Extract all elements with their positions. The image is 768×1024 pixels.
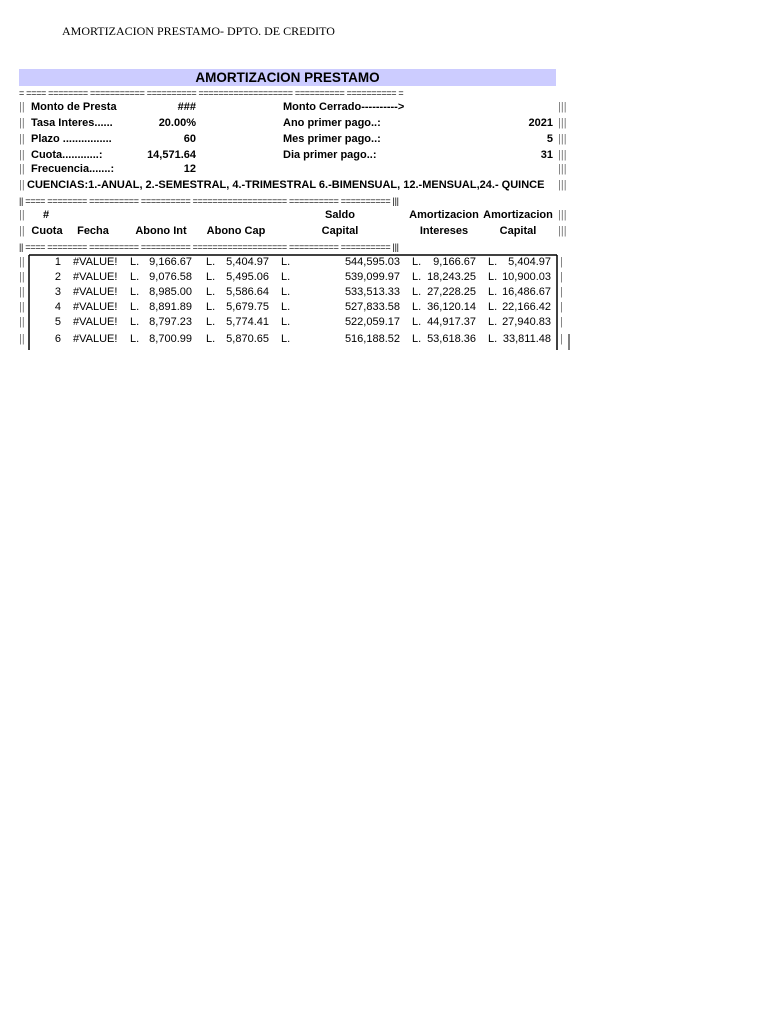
cell-fecha: #VALUE!	[73, 301, 118, 313]
cell-cur: L.	[281, 333, 291, 345]
cell-cur: L.	[412, 301, 422, 313]
cell-cur: L.	[488, 256, 498, 268]
cell-cur: L.	[130, 301, 140, 313]
cell-n: 4	[54, 301, 61, 313]
cell-cur: L.	[206, 271, 216, 283]
cell-cur: L.	[281, 286, 291, 298]
rule-text: || ==== ======== ========== ========== =================== ========== ========== |||	[19, 196, 399, 206]
monto-label: Monto de Presta	[31, 101, 117, 113]
cell-amort-int: 9,166.67	[433, 256, 476, 268]
cell-cur: L.	[412, 271, 422, 283]
tasa-value: 20.00%	[158, 117, 196, 129]
cell-fecha: #VALUE!	[73, 256, 118, 268]
border-bar: |||	[558, 133, 567, 145]
cell-cur: L.	[206, 256, 216, 268]
table-row	[19, 285, 570, 300]
cell-fecha: #VALUE!	[73, 271, 118, 283]
cell-cur: L.	[281, 301, 291, 313]
cell-amort-cap: 22,166.42	[502, 301, 551, 313]
cell-cur: L.	[281, 271, 291, 283]
cell-cur: L.	[206, 301, 216, 313]
border-bar: ||	[19, 209, 25, 221]
table-row	[19, 332, 570, 347]
cell-amort-int: 36,120.14	[427, 301, 476, 313]
cell-abono-cap: 5,870.65	[226, 333, 269, 345]
cell-amort-int: 18,243.25	[427, 271, 476, 283]
cell-amort-cap: 10,900.03	[502, 271, 551, 283]
cell-amort-cap: 16,486.67	[502, 286, 551, 298]
cell-abono-cap: 5,586.64	[226, 286, 269, 298]
cell-n: 5	[54, 316, 61, 328]
plazo-value: 60	[183, 133, 196, 145]
cell-cur: L.	[412, 256, 422, 268]
border-bar: ||	[19, 301, 25, 313]
border-bar: |||	[558, 179, 567, 191]
cell-cur: L.	[281, 316, 291, 328]
border-bar: |	[560, 333, 563, 345]
monto-cerrado-label: Monto Cerrado---------->	[283, 101, 405, 113]
cell-saldo: 527,833.58	[344, 301, 400, 313]
mes-label: Mes primer pago..:	[283, 133, 381, 145]
border-bar: ||	[19, 179, 25, 191]
cell-n: 3	[54, 286, 61, 298]
border-bar: |	[560, 316, 563, 328]
cell-fecha: #VALUE!	[73, 316, 118, 328]
cell-amort-int: 27,228.25	[427, 286, 476, 298]
border-bar: ||	[19, 271, 25, 283]
cell-cur: L.	[488, 333, 498, 345]
dia-value: 31	[540, 149, 553, 161]
border-bar: ||	[19, 333, 25, 345]
cell-saldo: 516,188.52	[344, 333, 400, 345]
rule-text: = ==== ======== =========== ========== =================== ========== ========== =	[19, 88, 404, 98]
border-bar: ||	[19, 256, 25, 268]
cell-abono-cap: 5,495.06	[226, 271, 269, 283]
cell-n: 1	[54, 256, 61, 268]
col-abono-cap: Abono Cap	[206, 225, 266, 237]
cell-cur: L.	[412, 333, 422, 345]
cell-fecha: #VALUE!	[73, 286, 118, 298]
frecuencias-text: CUENCIAS:1.-ANUAL, 2.-SEMESTRAL, 4.-TRIMESTRAL 6.-BIMENSUAL, 12.-MENSUAL,24.- QUINCE	[27, 179, 545, 191]
col-amort-int-top: Amortizacion	[409, 209, 479, 221]
rule-text: || ==== ======== ========== ========== =================== ========== ========== |||	[19, 242, 399, 252]
col-amort-cap-top: Amortizacion	[483, 209, 553, 221]
cell-cur: L.	[412, 316, 422, 328]
cell-cur: L.	[412, 286, 422, 298]
col-amort-int-bottom: Intereses	[419, 225, 469, 237]
col-cuota: Cuota	[31, 225, 63, 237]
frecuencia-label: Frecuencia.......:	[31, 163, 115, 175]
border-bar: |	[560, 286, 563, 298]
border-bar: |	[560, 301, 563, 313]
cuota-value: 14,571.64	[147, 149, 196, 161]
cell-cur: L.	[206, 286, 216, 298]
col-saldo-top: Saldo	[325, 209, 355, 221]
cell-abono-int: 8,700.99	[149, 333, 192, 345]
cell-n: 6	[54, 333, 61, 345]
cell-cur: L.	[130, 271, 140, 283]
border-bar: ||	[19, 163, 25, 175]
cell-cur: L.	[130, 256, 140, 268]
border-bar: |||	[558, 149, 567, 161]
cuota-label: Cuota............:	[31, 149, 103, 161]
cell-cur: L.	[281, 256, 291, 268]
border-bar: |	[560, 271, 563, 283]
border-bar: ||	[19, 316, 25, 328]
mes-value: 5	[546, 133, 553, 145]
col-saldo-bottom: Capital	[321, 225, 359, 237]
page-header: AMORTIZACION PRESTAMO- DPTO. DE CREDITO	[62, 24, 335, 38]
cell-amort-cap: 27,940.83	[502, 316, 551, 328]
border-bar: ||	[19, 101, 25, 113]
cell-abono-cap: 5,679.75	[226, 301, 269, 313]
ano-value: 2021	[528, 117, 553, 129]
col-abono-int: Abono Int	[135, 225, 187, 237]
cell-amort-int: 44,917.37	[427, 316, 476, 328]
cell-cur: L.	[206, 333, 216, 345]
border-bar: ||	[19, 133, 25, 145]
cell-cur: L.	[130, 316, 140, 328]
cell-abono-int: 9,166.67	[149, 256, 192, 268]
cell-amort-cap: 5,404.97	[508, 256, 551, 268]
border-bar: |||	[558, 101, 567, 113]
cell-saldo: 544,595.03	[344, 256, 400, 268]
ano-label: Ano primer pago..:	[283, 117, 381, 129]
col-amort-cap-bottom: Capital	[499, 225, 537, 237]
cell-saldo: 539,099.97	[344, 271, 400, 283]
sheet-title: AMORTIZACION PRESTAMO	[19, 69, 556, 86]
table-row	[19, 255, 570, 270]
cell-cur: L.	[130, 333, 140, 345]
border-bar: ||	[19, 149, 25, 161]
border-bar: ||	[19, 286, 25, 298]
col-fecha: Fecha	[77, 225, 109, 237]
plazo-label: Plazo ................	[31, 133, 112, 145]
cell-cur: L.	[488, 301, 498, 313]
tasa-label: Tasa Interes......	[31, 117, 113, 129]
cell-cur: L.	[488, 271, 498, 283]
cell-fecha: #VALUE!	[73, 333, 118, 345]
border-bar: |	[560, 256, 563, 268]
monto-value: ###	[177, 101, 196, 113]
cell-cur: L.	[488, 316, 498, 328]
cell-abono-int: 8,797.23	[149, 316, 192, 328]
cell-abono-cap: 5,404.97	[226, 256, 269, 268]
border-bar: |||	[558, 209, 567, 221]
cell-abono-int: 9,076.58	[149, 271, 192, 283]
border-bar: |||	[558, 117, 567, 129]
frecuencia-value: 12	[183, 163, 196, 175]
cell-saldo: 533,513.33	[344, 286, 400, 298]
table-row	[19, 270, 570, 285]
cell-amort-cap: 33,811.48	[502, 333, 551, 345]
cell-abono-cap: 5,774.41	[226, 316, 269, 328]
border-bar: ||	[19, 117, 25, 129]
cell-abono-int: 8,891.89	[149, 301, 192, 313]
cell-cur: L.	[206, 316, 216, 328]
border-bar: ||	[19, 225, 25, 237]
cell-saldo: 522,059.17	[344, 316, 400, 328]
table-row	[19, 300, 570, 315]
cell-cur: L.	[130, 286, 140, 298]
cell-abono-int: 8,985.00	[149, 286, 192, 298]
cell-n: 2	[54, 271, 61, 283]
cell-cur: L.	[488, 286, 498, 298]
cell-amort-int: 53,618.36	[427, 333, 476, 345]
col-num-label: #	[42, 209, 50, 221]
dia-label: Dia primer pago..:	[283, 149, 377, 161]
table-row	[19, 315, 570, 330]
border-bar: |||	[558, 225, 567, 237]
border-bar: |||	[558, 163, 567, 175]
